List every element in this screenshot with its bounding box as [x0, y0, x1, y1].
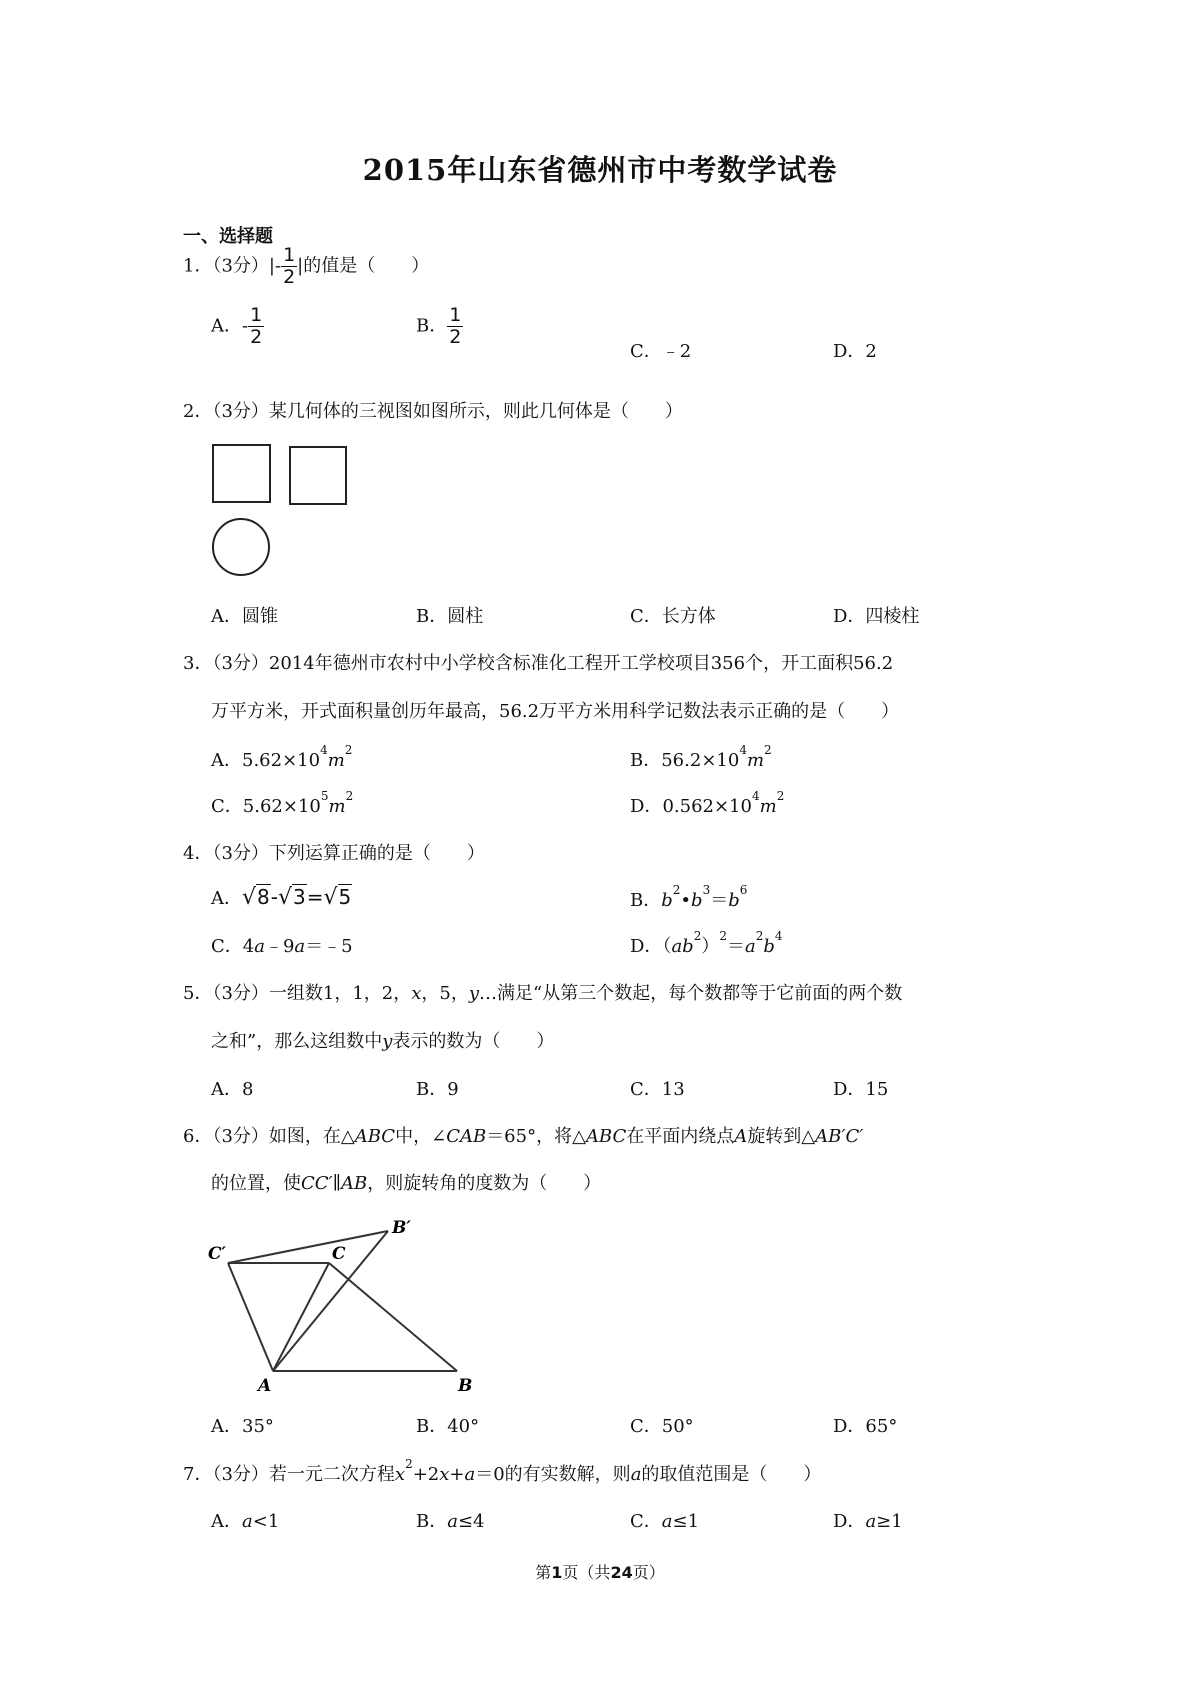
q6-option-d: D．65°: [833, 1416, 898, 1437]
q7-option-d: D．a≥1: [833, 1511, 903, 1532]
q3-option-b: B．$56.2\times 10^4m^2$: [630, 743, 772, 771]
segment-a-c: [273, 1263, 329, 1371]
segment-a-cprime: [228, 1263, 273, 1371]
page-footer: 第1页（共24页）: [535, 1563, 665, 1582]
question-2: 2．（3分）某几何体的三视图如图所示，则此几何体是（ ）: [183, 401, 683, 422]
page-title: 2015年山东省德州市中考数学试卷: [362, 153, 838, 187]
question-3-line-1: 3．（3分）2014年德州市农村中小学校含标准化工程开工学校项目356个，开工面积56.2: [183, 653, 894, 674]
q5-option-b: B．9: [416, 1079, 459, 1100]
three-view-figure: [205, 440, 355, 580]
label-b-prime: B′: [392, 1218, 411, 1238]
q1-option-c: C．﹣2: [630, 341, 692, 362]
q7-option-b: B．a≤4: [416, 1511, 485, 1532]
q4-option-a: A．√8-√3=√5: [211, 885, 352, 910]
q4-option-d: D．$(ab^2)^2=a^2b^4$: [630, 929, 783, 957]
q3-option-d: D．$0.562\times 10^4m^2$: [630, 789, 785, 817]
question-7: 7．（3分）若一元二次方程$x^2+2x+a=0$的有实数解，则a的取值范围是（ ）: [183, 1457, 822, 1485]
q4-option-c: C．4a﹣9a＝﹣5: [211, 936, 353, 957]
q7-option-c: C．a≤1: [630, 1511, 700, 1532]
rotation-triangle-figure: [200, 1205, 480, 1395]
question-6-line-2: 的位置，使CC′∥AB，则旋转角的度数为（ ）: [211, 1173, 602, 1194]
question-5-line-1: 5．（3分）一组数1，1，2，x，5，y…满足“从第三个数起，每个数都等于它前面的两个数: [183, 983, 903, 1004]
question-1: 1．（3分）|- $\frac{1}{2}$ |的值是（ ）: [183, 244, 430, 288]
q1-option-b: B． $\frac{1}{2}$: [416, 304, 462, 348]
q5-option-a: A．8: [211, 1079, 254, 1100]
front-view-square: [213, 445, 270, 502]
q3-option-a: A．$5.62\times 10^4m^2$: [211, 743, 353, 771]
side-view-square: [290, 447, 346, 504]
question-5-line-2: 之和”，那么这组数中y表示的数为（ ）: [211, 1031, 555, 1052]
q4-option-b: B．$b^2•b^3=b^6$: [630, 883, 748, 911]
q6-option-a: A．35°: [211, 1416, 274, 1437]
q2-option-d: D．四棱柱: [833, 606, 920, 627]
section-heading: 一、选择题: [183, 226, 273, 247]
q5-option-c: C．13: [630, 1079, 685, 1100]
label-c: C: [332, 1244, 346, 1264]
label-c-prime: C′: [208, 1244, 227, 1264]
segment-cprime-bprime: [228, 1231, 388, 1263]
q1-option-a: A．- $\frac{1}{2}$: [211, 304, 263, 348]
label-a: A: [258, 1376, 272, 1395]
fraction: $\frac{1}{2}$: [283, 244, 296, 288]
q2-option-c: C．长方体: [630, 606, 716, 627]
top-view-circle: [213, 519, 269, 575]
q6-option-b: B．40°: [416, 1416, 480, 1437]
q5-option-d: D．15: [833, 1079, 889, 1100]
label-b: B: [458, 1376, 473, 1395]
question-4: 4．（3分）下列运算正确的是（ ）: [183, 843, 485, 864]
q1-option-d: D．2: [833, 341, 877, 362]
segment-a-bprime: [273, 1231, 388, 1371]
q7-option-a: A．a<1: [211, 1511, 280, 1532]
question-3-line-2: 万平方米，开式面积量创历年最高，56.2万平方米用科学记数法表示正确的是（ ）: [211, 701, 900, 722]
q6-option-c: C．50°: [630, 1416, 694, 1437]
q2-option-a: A．圆锥: [211, 606, 278, 627]
q2-option-b: B．圆柱: [416, 606, 484, 627]
question-6-line-1: 6．（3分）如图，在△ABC中，∠CAB＝65°，将△ABC在平面内绕点A旋转到△AB′C′: [183, 1126, 864, 1147]
q3-option-c: C．$5.62\times 10^5m^2$: [211, 789, 354, 817]
